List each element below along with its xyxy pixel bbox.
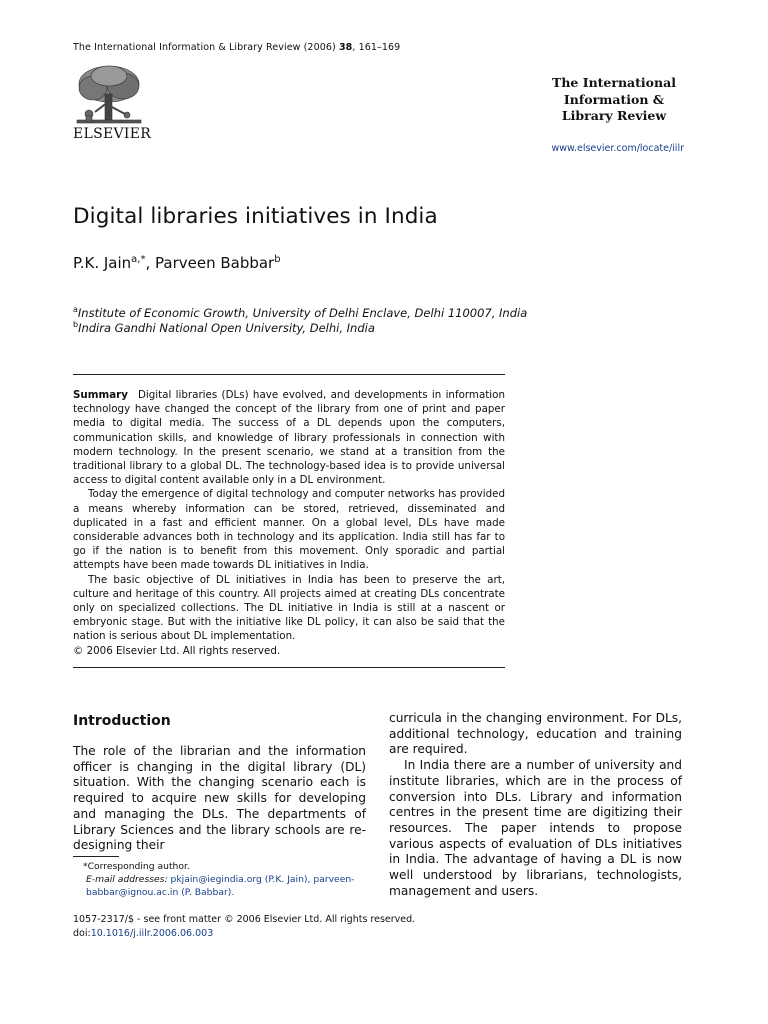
email-addresses [73,873,366,899]
footnote-rule [73,856,119,857]
journal-citation [73,42,400,53]
issn-line: 1057-2317/$ - see front matter © 2006 Elsevier Ltd. All rights reserved. [73,914,416,925]
email-owner-babbar: (P. Babbar). [181,887,235,898]
author-name: P.K. Jain [73,254,132,272]
author-affiliation-mark: b [274,254,281,265]
email-label: E-mail addresses: [86,874,168,885]
footnotes [73,860,366,899]
email-owner-jain: (P.K. Jain), [264,874,311,885]
doi-label: doi: [73,927,91,939]
body-paragraph: The role of the librarian and the information officer is changing in the digital library (DL) situation. With the changing scenario each is required to acquire new skills for developing and managing the DLs. The departments of Library Sciences and the library schools are re-designing their [73,744,366,853]
corresponding-author-note: *Corresponding author. [83,861,190,872]
author-name: Parveen Babbar [155,254,275,272]
summary-label: Summary [73,389,128,401]
front-matter [73,913,415,940]
summary-copyright: © 2006 Elsevier Ltd. All rights reserved. [73,644,281,657]
affiliation-a [73,305,527,320]
citation-pages: , 161–169 [352,42,401,53]
affiliation-text: Indira Gandhi National Open University, Delhi, India [78,320,375,335]
affiliation-mark: b [73,320,79,329]
doi-line [73,927,415,941]
email-link-jain[interactable]: pkjain@iegindia.org [170,874,262,885]
email-link-babbar[interactable]: parveen-babbar@ignou.ac.in [86,874,355,898]
summary-abstract [73,388,505,658]
summary-paragraph-1: Digital libraries (DLs) have evolved, and developments in information technology have changed the concept of the library from one of print and paper media to digital media. The success of a DL depends upon the computers, communication skills, and knowledge of library professionals in connection with modern technology. In the present scenario, we stand at a transition from the traditional library to a global DL. The technology-based idea is to provide universal access to digital content available only in a DL environment. [73,389,505,487]
author-list: P.K. Jain$^{a,*}$, Parveen Babbar$^b$ [73,254,281,272]
summary-paragraph-3: The basic objective of DL initiatives in India has been to preserve the art, culture and heritage of this country. All projects aimed at creating DLs concentrate only on specialized collections. The DL initiative in India is still at a nascent or embryonic stage. But with the initiative like DL policy, it can also be said that the nation is serious about DL implementation. [73,573,505,643]
journal-url-link[interactable]: www.elsevier.com/locate/iilr [551,143,684,154]
body-paragraph: curricula in the changing environment. For DLs, additional technology, education and training are required. [389,711,682,757]
affiliation-text: Institute of Economic Growth, University of Delhi Enclave, Delhi 110007, India [77,305,528,320]
citation-volume: 38 [338,42,353,53]
summary-top-rule [73,374,505,375]
body-paragraph: In India there are a number of university and institute libraries, which are in the process of conversion into DLs. Library and information centres in the present time are digitizing their resources. The paper intends to propose various aspects of evaluation of DLs initiatives in India. The advantage of having a DL is now well understood by librarians, technologists, management and users. [389,758,682,898]
summary-paragraph-2: Today the emergence of digital technology and computer networks has provided a means whereby information can be stored, retrieved, disseminated and duplicated in a fast and efficient manner. On a global level, DLs have made considerable advances both in technology and its application. India still has far to go if the nation is to benefit from this movement. Only sporadic and partial attempts have been made towards DL initiatives in India. [73,488,505,572]
doi-link[interactable]: 10.1016/j.iilr.2006.06.003 [90,927,214,939]
section-heading-introduction: Introduction [73,713,171,729]
affiliation-mark: a [73,305,78,314]
article-title: Digital libraries initiatives in India [73,204,438,229]
summary-bottom-rule [73,667,505,668]
publisher-name: ELSEVIER [73,126,152,142]
affiliation-b [73,320,375,335]
journal-name: The International Information & Library Review [552,75,676,123]
citation-prefix: The International Information & Library Review (2006) [73,42,339,53]
body-column-left [73,744,366,854]
body-column-right [389,711,682,899]
author-affiliation-mark: a,* [131,254,146,265]
